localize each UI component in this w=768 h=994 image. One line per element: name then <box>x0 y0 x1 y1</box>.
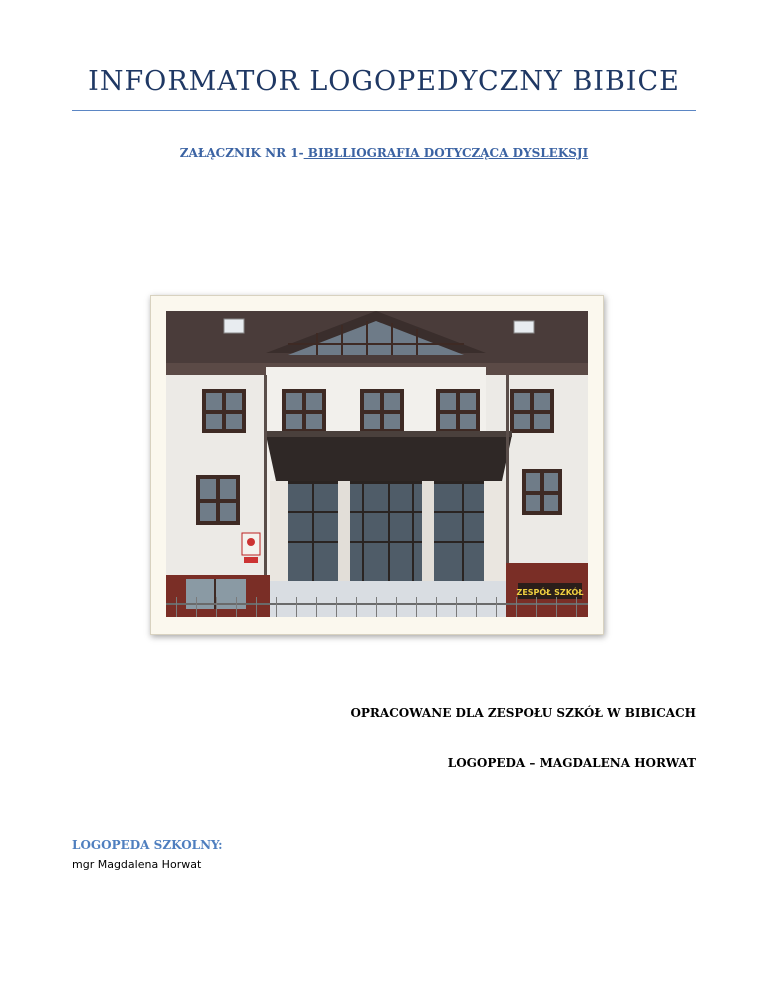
title-underline-rule <box>72 110 696 111</box>
document-title: INFORMATOR LOGOPEDYCZNY BIBICE <box>88 66 680 97</box>
prepared-for-line: OPRACOWANE DLA ZESPOŁU SZKÓŁ W BIBICACH <box>350 706 696 720</box>
school-therapist-name: mgr Magdalena Horwat <box>72 858 202 871</box>
document-subtitle <box>72 146 696 160</box>
school-building-photo <box>166 311 588 617</box>
author-line: LOGOPEDA – MAGDALENA HORWAT <box>447 756 696 770</box>
school-therapist-label: LOGOPEDA SZKOLNY: <box>72 838 223 852</box>
subtitle-prefix: ZAŁĄCZNIK NR 1- <box>179 146 304 160</box>
subtitle-underlined-text: BIBLLIOGRAFIA DOTYCZĄCA DYSLEKSJI <box>303 146 589 160</box>
building-sign-text: ZESPÓŁ SZKÓŁ <box>516 588 584 597</box>
